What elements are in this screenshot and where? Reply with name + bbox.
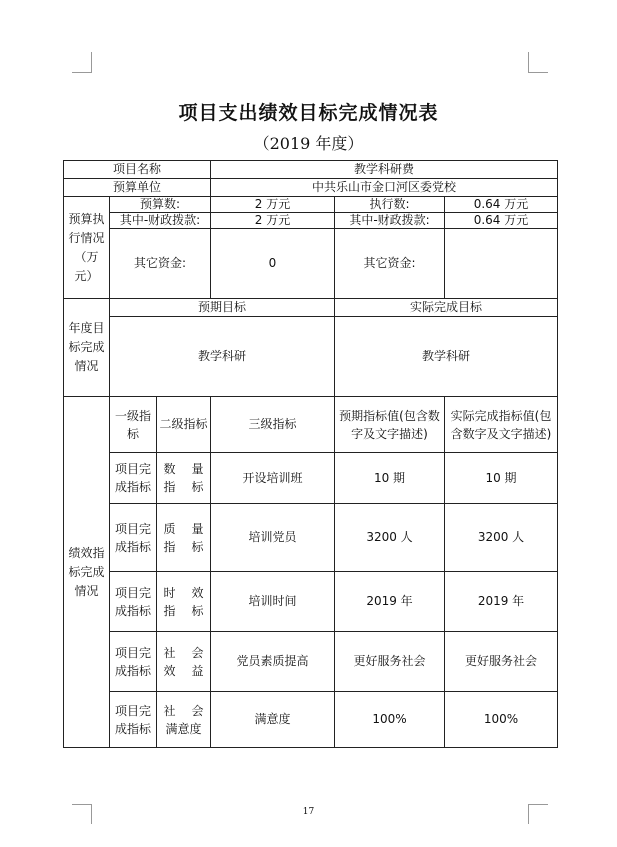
crop-mark [528, 52, 529, 72]
other-value: 0 [211, 229, 335, 299]
header-actual: 实际完成指标值(包含数字及文字描述) [445, 397, 558, 453]
table-row [64, 299, 558, 317]
expected-goal-value: 教学科研 [110, 317, 335, 397]
table-row [64, 572, 558, 632]
l2-char: 效 益 [163, 663, 204, 678]
l2-char: 指 标 [163, 539, 204, 554]
other-label: 其它资金: [110, 229, 211, 299]
l2-char: 质 量 [163, 521, 204, 536]
header-expected: 预期指标值(包含数字及文字描述) [335, 397, 445, 453]
indicator-actual: 100% [445, 692, 558, 748]
crop-mark [91, 52, 92, 72]
executed-label: 执行数: [335, 197, 445, 213]
performance-table [63, 160, 558, 748]
indicator-expected: 更好服务社会 [335, 632, 445, 692]
page-title: 项目支出绩效目标完成情况表 [178, 102, 439, 124]
indicator-level3: 培训时间 [211, 572, 335, 632]
table-row [64, 397, 558, 453]
indicator-level1: 项目完成指标 [110, 504, 157, 572]
project-name-label: 项目名称 [64, 161, 211, 179]
indicator-level3: 开设培训班 [211, 453, 335, 504]
crop-mark [72, 72, 92, 73]
indicator-level2 [157, 504, 211, 572]
fiscal-exec-value: 0.64 万元 [445, 213, 558, 229]
indicator-level3: 培训党员 [211, 504, 335, 572]
indicator-actual: 2019 年 [445, 572, 558, 632]
indicator-level1: 项目完成指标 [110, 632, 157, 692]
indicator-actual: 更好服务社会 [445, 632, 558, 692]
crop-mark [528, 72, 548, 73]
table-row [64, 161, 558, 179]
indicator-level1: 项目完成指标 [110, 692, 157, 748]
fiscal-value: 2 万元 [211, 213, 335, 229]
l2-char: 社 会 [163, 645, 204, 660]
indicator-actual: 3200 人 [445, 504, 558, 572]
l2-char: 指 标 [163, 603, 204, 618]
table-row [64, 453, 558, 504]
project-name-value: 教学科研费 [211, 161, 558, 179]
fiscal-exec-label: 其中-财政拨款: [335, 213, 445, 229]
fiscal-label: 其中-财政拨款: [110, 213, 211, 229]
l2-char: 指 标 [163, 480, 204, 494]
indicator-level3: 满意度 [211, 692, 335, 748]
l2-char: 满意度 [165, 721, 202, 736]
table-row [64, 632, 558, 692]
header-level1: 一级指标 [110, 397, 157, 453]
executed-value: 0.64 万元 [445, 197, 558, 213]
indicator-actual: 10 期 [445, 453, 558, 504]
header-level3: 三级指标 [211, 397, 335, 453]
indicator-level3: 党员素质提高 [211, 632, 335, 692]
crop-mark [528, 804, 548, 805]
crop-mark [72, 804, 92, 805]
table-row [64, 692, 558, 748]
budget-section-label: 预算执行情况（万元） [64, 197, 110, 299]
table-row [64, 197, 558, 213]
budget-unit-value: 中共乐山市金口河区委党校 [211, 179, 558, 197]
indicator-level1: 项目完成指标 [110, 572, 157, 632]
header-level2: 二级指标 [157, 397, 211, 453]
budget-unit-label: 预算单位 [64, 179, 211, 197]
table-row [64, 229, 558, 299]
l2-char: 时 效 [163, 585, 204, 600]
l2-char: 数 量 [163, 462, 204, 476]
table-row [64, 504, 558, 572]
table-row [64, 213, 558, 229]
table-row [64, 317, 558, 397]
page-number: 17 [302, 807, 315, 817]
annual-section-label: 年度目标完成情况 [64, 299, 110, 397]
perf-section-label: 绩效指标完成情况 [64, 397, 110, 748]
page-subtitle: （2019 年度） [253, 134, 364, 153]
indicator-level2 [157, 692, 211, 748]
actual-goal-header: 实际完成目标 [335, 299, 558, 317]
indicator-level2 [157, 572, 211, 632]
indicator-level2 [157, 632, 211, 692]
indicator-level2 [157, 453, 211, 504]
indicator-expected: 3200 人 [335, 504, 445, 572]
expected-goal-header: 预期目标 [110, 299, 335, 317]
l2-char: 社 会 [163, 703, 204, 718]
budget-amount-label: 预算数: [110, 197, 211, 213]
indicator-expected: 10 期 [335, 453, 445, 504]
budget-amount-value: 2 万元 [211, 197, 335, 213]
indicator-level1: 项目完成指标 [110, 453, 157, 504]
table-row [64, 179, 558, 197]
other-exec-label: 其它资金: [335, 229, 445, 299]
other-exec-value [445, 229, 558, 299]
actual-goal-value: 教学科研 [335, 317, 558, 397]
indicator-expected: 100% [335, 692, 445, 748]
indicator-expected: 2019 年 [335, 572, 445, 632]
